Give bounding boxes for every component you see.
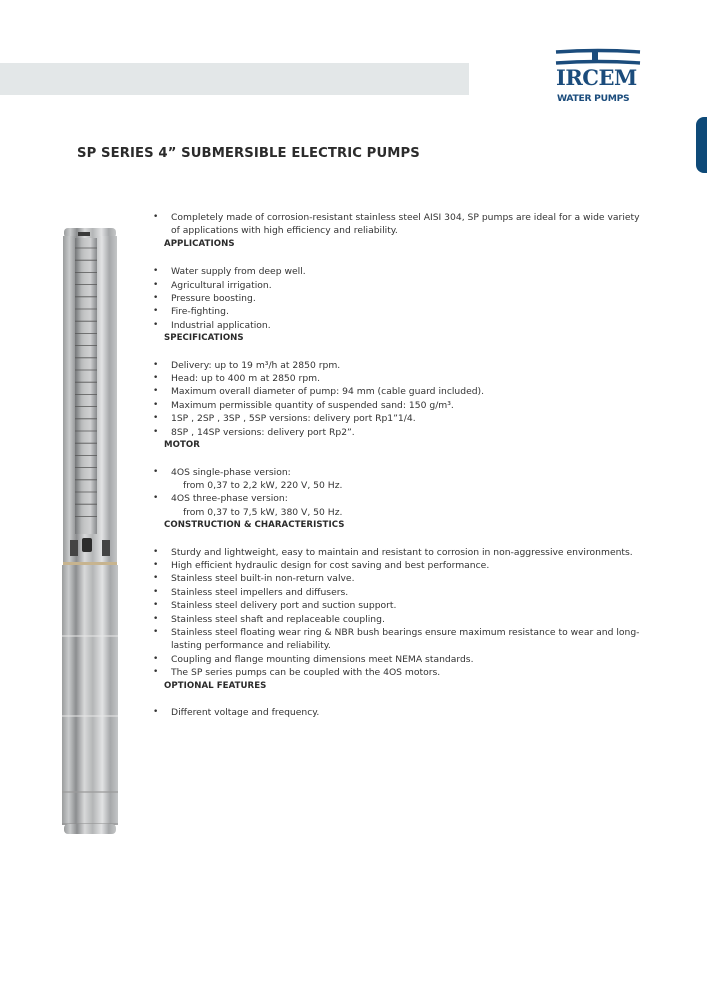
list-item: • Pressure boosting.: [152, 292, 642, 305]
motor-version-title: 4OS single-phase version:: [171, 466, 291, 478]
list-item: • Water supply from deep well.: [152, 265, 642, 278]
list-item: • Agricultural irrigation.: [152, 279, 642, 292]
list-item: • Head: up to 400 m at 2850 rpm.: [152, 372, 642, 385]
content-body: [152, 211, 642, 719]
intro-list: [152, 211, 642, 238]
motor-heading: MOTOR: [164, 440, 200, 451]
optional-features-heading: OPTIONAL FEATURES: [164, 680, 267, 691]
applications-heading: APPLICATIONS: [164, 238, 235, 249]
list-item: • 8SP , 14SP versions: delivery port Rp2”.: [152, 426, 642, 439]
list-item: • Stainless steel impellers and diffusers.: [152, 586, 642, 599]
list-item: • High efficient hydraulic design for cost saving and best performance.: [152, 559, 642, 572]
list-item: • Different voltage and frequency.: [152, 706, 642, 719]
list-item: • 1SP , 2SP , 3SP , 5SP versions: delivery port Rp1”1/4.: [152, 412, 642, 425]
logo-tagline: WATER PUMPS: [557, 93, 630, 104]
list-item: • Maximum permissible quantity of suspended sand: 150 g/m³.: [152, 399, 642, 412]
applications-list: [152, 265, 642, 332]
header-band: [0, 63, 469, 95]
list-item: • Maximum overall diameter of pump: 94 mm (cable guard included).: [152, 385, 642, 398]
motor-version-title: 4OS three-phase version:: [171, 493, 288, 505]
list-item: • Fire-fighting.: [152, 305, 642, 318]
list-item: • The SP series pumps can be coupled with the 4OS motors.: [152, 666, 642, 679]
list-item: [152, 492, 642, 519]
pump-product-image: [58, 226, 122, 838]
page-title: SP SERIES 4” SUBMERSIBLE ELECTRIC PUMPS: [77, 146, 420, 161]
construction-list: [152, 546, 642, 680]
optional-features-list: [152, 706, 642, 719]
logo-name: IRCEM: [556, 65, 637, 90]
list-item: • Stainless steel shaft and replaceable coupling.: [152, 613, 642, 626]
list-item: • Stainless steel floating wear ring & NBR bush bearings ensure maximum resistance to wear and long-lasting performance and reliability.: [152, 626, 642, 653]
motor-version-detail: from 0,37 to 2,2 kW, 220 V, 50 Hz.: [183, 479, 343, 491]
list-item: • Delivery: up to 19 m³/h at 2850 rpm.: [152, 359, 642, 372]
specifications-list: [152, 359, 642, 439]
list-item: • Sturdy and lightweight, easy to maintain and resistant to corrosion in non-aggressive environments.: [152, 546, 642, 559]
construction-heading: CONSTRUCTION & CHARACTERISTICS: [164, 520, 345, 531]
motor-list: [152, 466, 642, 520]
motor-version-detail: from 0,37 to 7,5 kW, 380 V, 50 Hz.: [183, 506, 343, 518]
list-item: • Industrial application.: [152, 319, 642, 332]
list-item: • Coupling and flange mounting dimensions meet NEMA standards.: [152, 653, 642, 666]
list-item: • Stainless steel delivery port and suction support.: [152, 599, 642, 612]
specifications-heading: SPECIFICATIONS: [164, 333, 244, 344]
brand-logo: [552, 48, 644, 108]
intro-item: • Completely made of corrosion-resistant stainless steel AISI 304, SP pumps are ideal for a wide variety of applications with high efficiency and reliability.: [152, 211, 642, 238]
section-tab[interactable]: [696, 117, 707, 173]
list-item: [152, 466, 642, 493]
list-item: • Stainless steel built-in non-return valve.: [152, 572, 642, 585]
